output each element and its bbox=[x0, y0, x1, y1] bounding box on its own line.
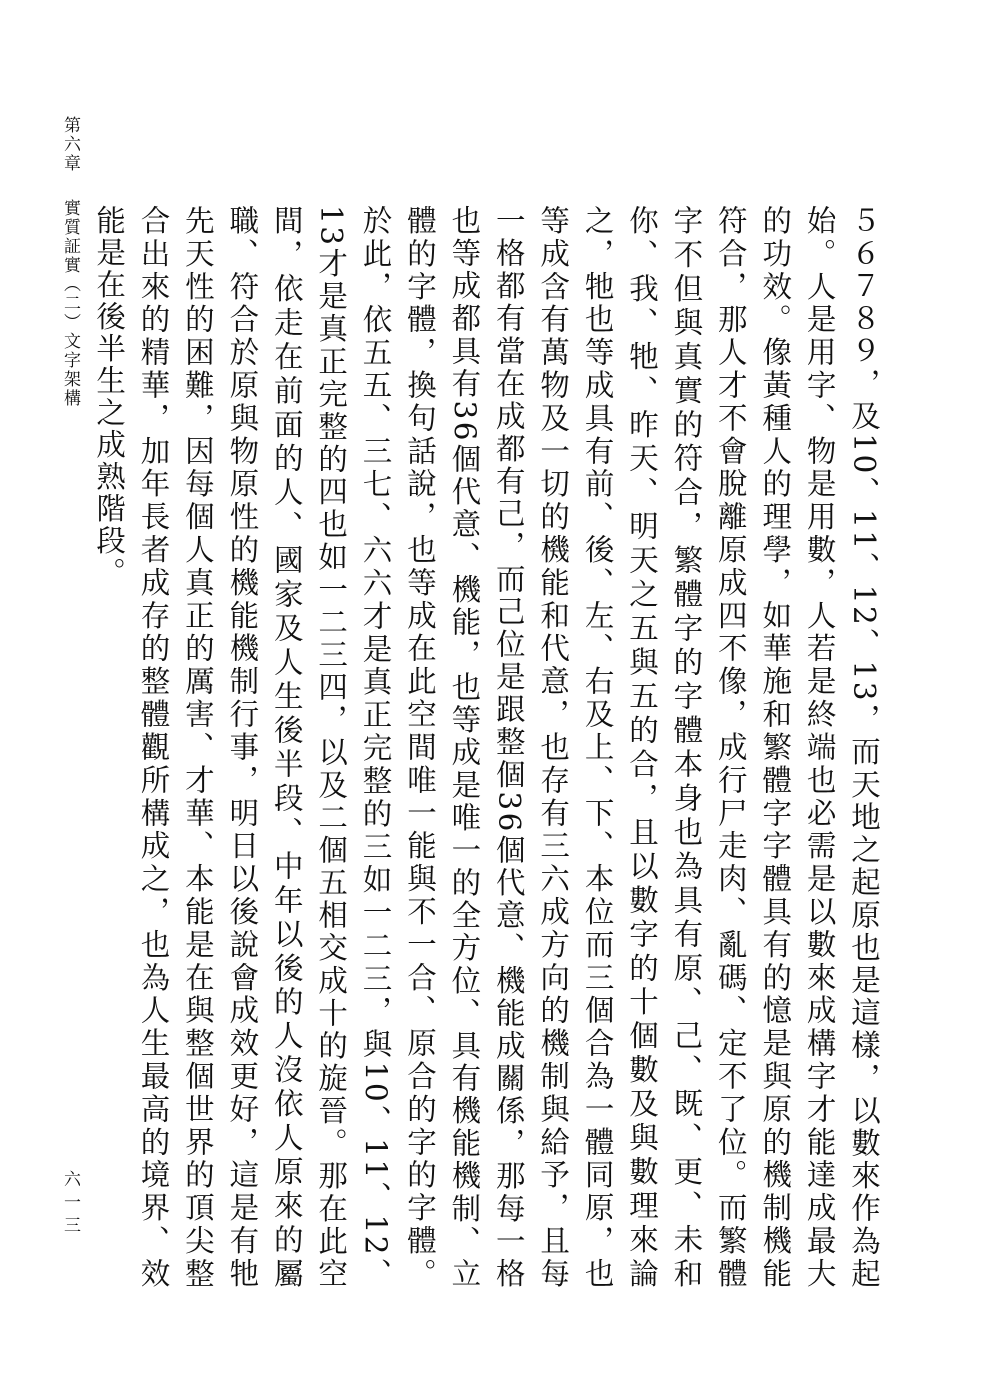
section-title: 實質証實（二）文字架構 bbox=[60, 199, 80, 408]
page-number: 六一三 bbox=[60, 1170, 80, 1239]
body-text bbox=[87, 205, 886, 1290]
chapter-label: 第六章 bbox=[60, 116, 80, 173]
body-paragraph: ５６７８９，及10、11、12、13，而天地之起原也是這樣，以數來作為起始。人是用字、物是用數，人若是終端也必需是以數來成構字才能達成最大的功效。像黃種人的理學，如華施和繁體字字體具有的憶是與原的機制機能符合，那人才不會脫離原成四不像，成行尸走肉、亂碼、定不了位。而繁體字不但與真實的符合，繁體字的字體本身也為具有原、己、既、更、未和你、我、牠、昨天、明天之五與五的合，且以數字的十個數及與數理來論之，牠也等成具有前、後、左、右及上、下、本位而三個合為一體同原，也等成含有萬物及一切的機能和代意，也存有三六成方向的機制與給予，且每一格都有當在成都有己，而己位是跟整個36個代意、機能成關係，那每一格也等成都具有36個代意、機能，也等成是唯一的全方位、具有機能機制、立體的字體，換句話說，也等成在此空間唯一能與不一合、原合的字的字體。於此，依五五、三七、六六才是真正完整的三如一二三，與10、11、12、13才是真正完整的四也如一二三四，以及二個五相交成十的旋晉。那在此空間，依走在前面的人、國家及人生後半段、中年以後的人沒依人原來的屬職、符合於原與物原性的機能機制行事，明日以後說會成效更好，這是有牠先天性的困難，因每個人真正的厲害、才華、本能是在與整個世界的頂尖整合出來的精華，加年長者成存的整體觀所構成之，也為人生最高的境界、效能是在後半生之成熟階段。 bbox=[92, 205, 881, 1290]
running-head bbox=[60, 116, 80, 408]
